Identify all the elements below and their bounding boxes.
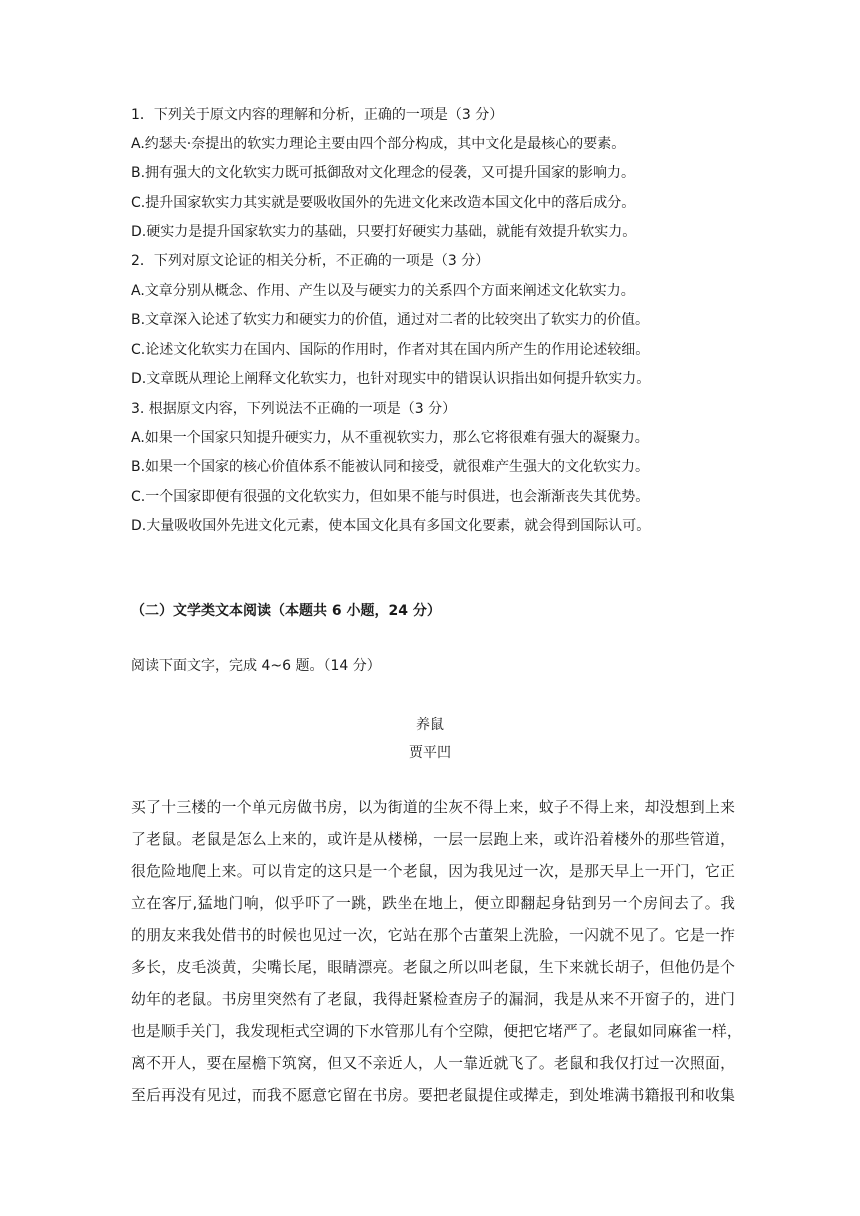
question-1-option-c: C.提升国家软实力其实就是要吸收国外的先进文化来改造本国文化中的落后成分。	[131, 195, 636, 211]
question-2-option-a: A.文章分别从概念、作用、产生以及与硬实力的关系四个方面来阐述文化软实力。	[131, 283, 635, 299]
question-3-option-a: A.如果一个国家只知提升硬实力，从不重视软实力，那么它将很难有强大的凝聚力。	[131, 430, 649, 446]
question-3-option-b: B.如果一个国家的核心价值体系不能被认同和接受，就很难产生强大的文化软实力。	[131, 459, 650, 475]
article-line: 离不开人，要在屋檐下筑窝，但又不亲近人，人一靠近就飞了。老鼠和我仅打过一次照面，	[131, 1055, 735, 1072]
article-line: 幼年的老鼠。书房里突然有了老鼠，我得赶紧检查房子的漏洞，我是从来不开窗子的，进门	[131, 991, 735, 1008]
article-author: 贾平凹	[409, 745, 451, 761]
article-line: 了老鼠。老鼠是怎么上来的，或许是从楼梯，一层一层跑上来，或许沿着楼外的那些管道，	[131, 831, 735, 848]
article-title: 养鼠	[416, 717, 444, 733]
article-line: 至后再没有见过，而我不愿意它留在书房。要把老鼠提住或撵走，到处堆满书籍报刊和收集	[131, 1087, 735, 1104]
section-heading: （二）文学类文本阅读（本题共 6 小题，24 分）	[131, 603, 441, 619]
question-3-option-c: C.一个国家即便有很强的文化软实力，但如果不能与时俱进，也会渐渐丧失其优势。	[131, 489, 650, 505]
question-2-option-d: D.文章既从理论上阐释文化软实力，也针对现实中的错误认识指出如何提升软实力。	[131, 371, 651, 387]
question-3-stem: 3. 根据原文内容，下列说法不正确的一项是（3 分）	[131, 401, 457, 417]
question-1-option-b: B.拥有强大的文化软实力既可抵御敌对文化理念的侵袭，又可提升国家的影响力。	[131, 165, 636, 181]
article-line: 也是顺手关门，我发现柜式空调的下水管那儿有个空隙，便把它堵严了。老鼠如同麻雀一样，	[131, 1023, 742, 1040]
question-1-stem: 1．下列关于原文内容的理解和分析，正确的一项是（3 分）	[131, 107, 504, 123]
question-2-stem: 2．下列对原文论证的相关分析，不正确的一项是（3 分）	[131, 253, 490, 269]
question-1-option-d: D.硬实力是提升国家软实力的基础，只要打好硬实力基础，就能有效提升软实力。	[131, 224, 637, 240]
question-2-option-b: B.文章深入论述了软实力和硬实力的价值，通过对二者的比较突出了软实力的价值。	[131, 312, 650, 328]
article-line: 买了十三楼的一个单元房做书房，以为街道的尘灰不得上来，蚊子不得上来，却没想到上来	[131, 799, 735, 816]
reading-instruction: 阅读下面文字，完成 4~6 题。（14 分）	[131, 658, 381, 674]
article-line: 立在客厅,猛地门响，似乎吓了一跳，跌坐在地上，便立即翻起身钻到另一个房间去了。我	[131, 895, 735, 912]
question-1-option-a: A.约瑟夫·奈提出的软实力理论主要由四个部分构成，其中文化是最核心的要素。	[131, 136, 626, 152]
article-line: 的朋友来我处借书的时候也见过一次，它站在那个古董架上洗脸，一闪就不见了。它是一拃	[131, 927, 735, 944]
article-line: 很危险地爬上来。可以肯定的这只是一个老鼠，因为我见过一次，是那天早上一开门，它正	[131, 863, 735, 880]
question-3-option-d: D.大量吸收国外先进文化元素，使本国文化具有多国文化要素，就会得到国际认可。	[131, 518, 651, 534]
article-line: 多长，皮毛淡黄，尖嘴长尾，眼睛漂亮。老鼠之所以叫老鼠，生下来就长胡子，但他仍是个	[131, 959, 735, 976]
question-2-option-c: C.论述文化软实力在国内、国际的作用时，作者对其在国内所产生的作用论述较细。	[131, 342, 650, 358]
